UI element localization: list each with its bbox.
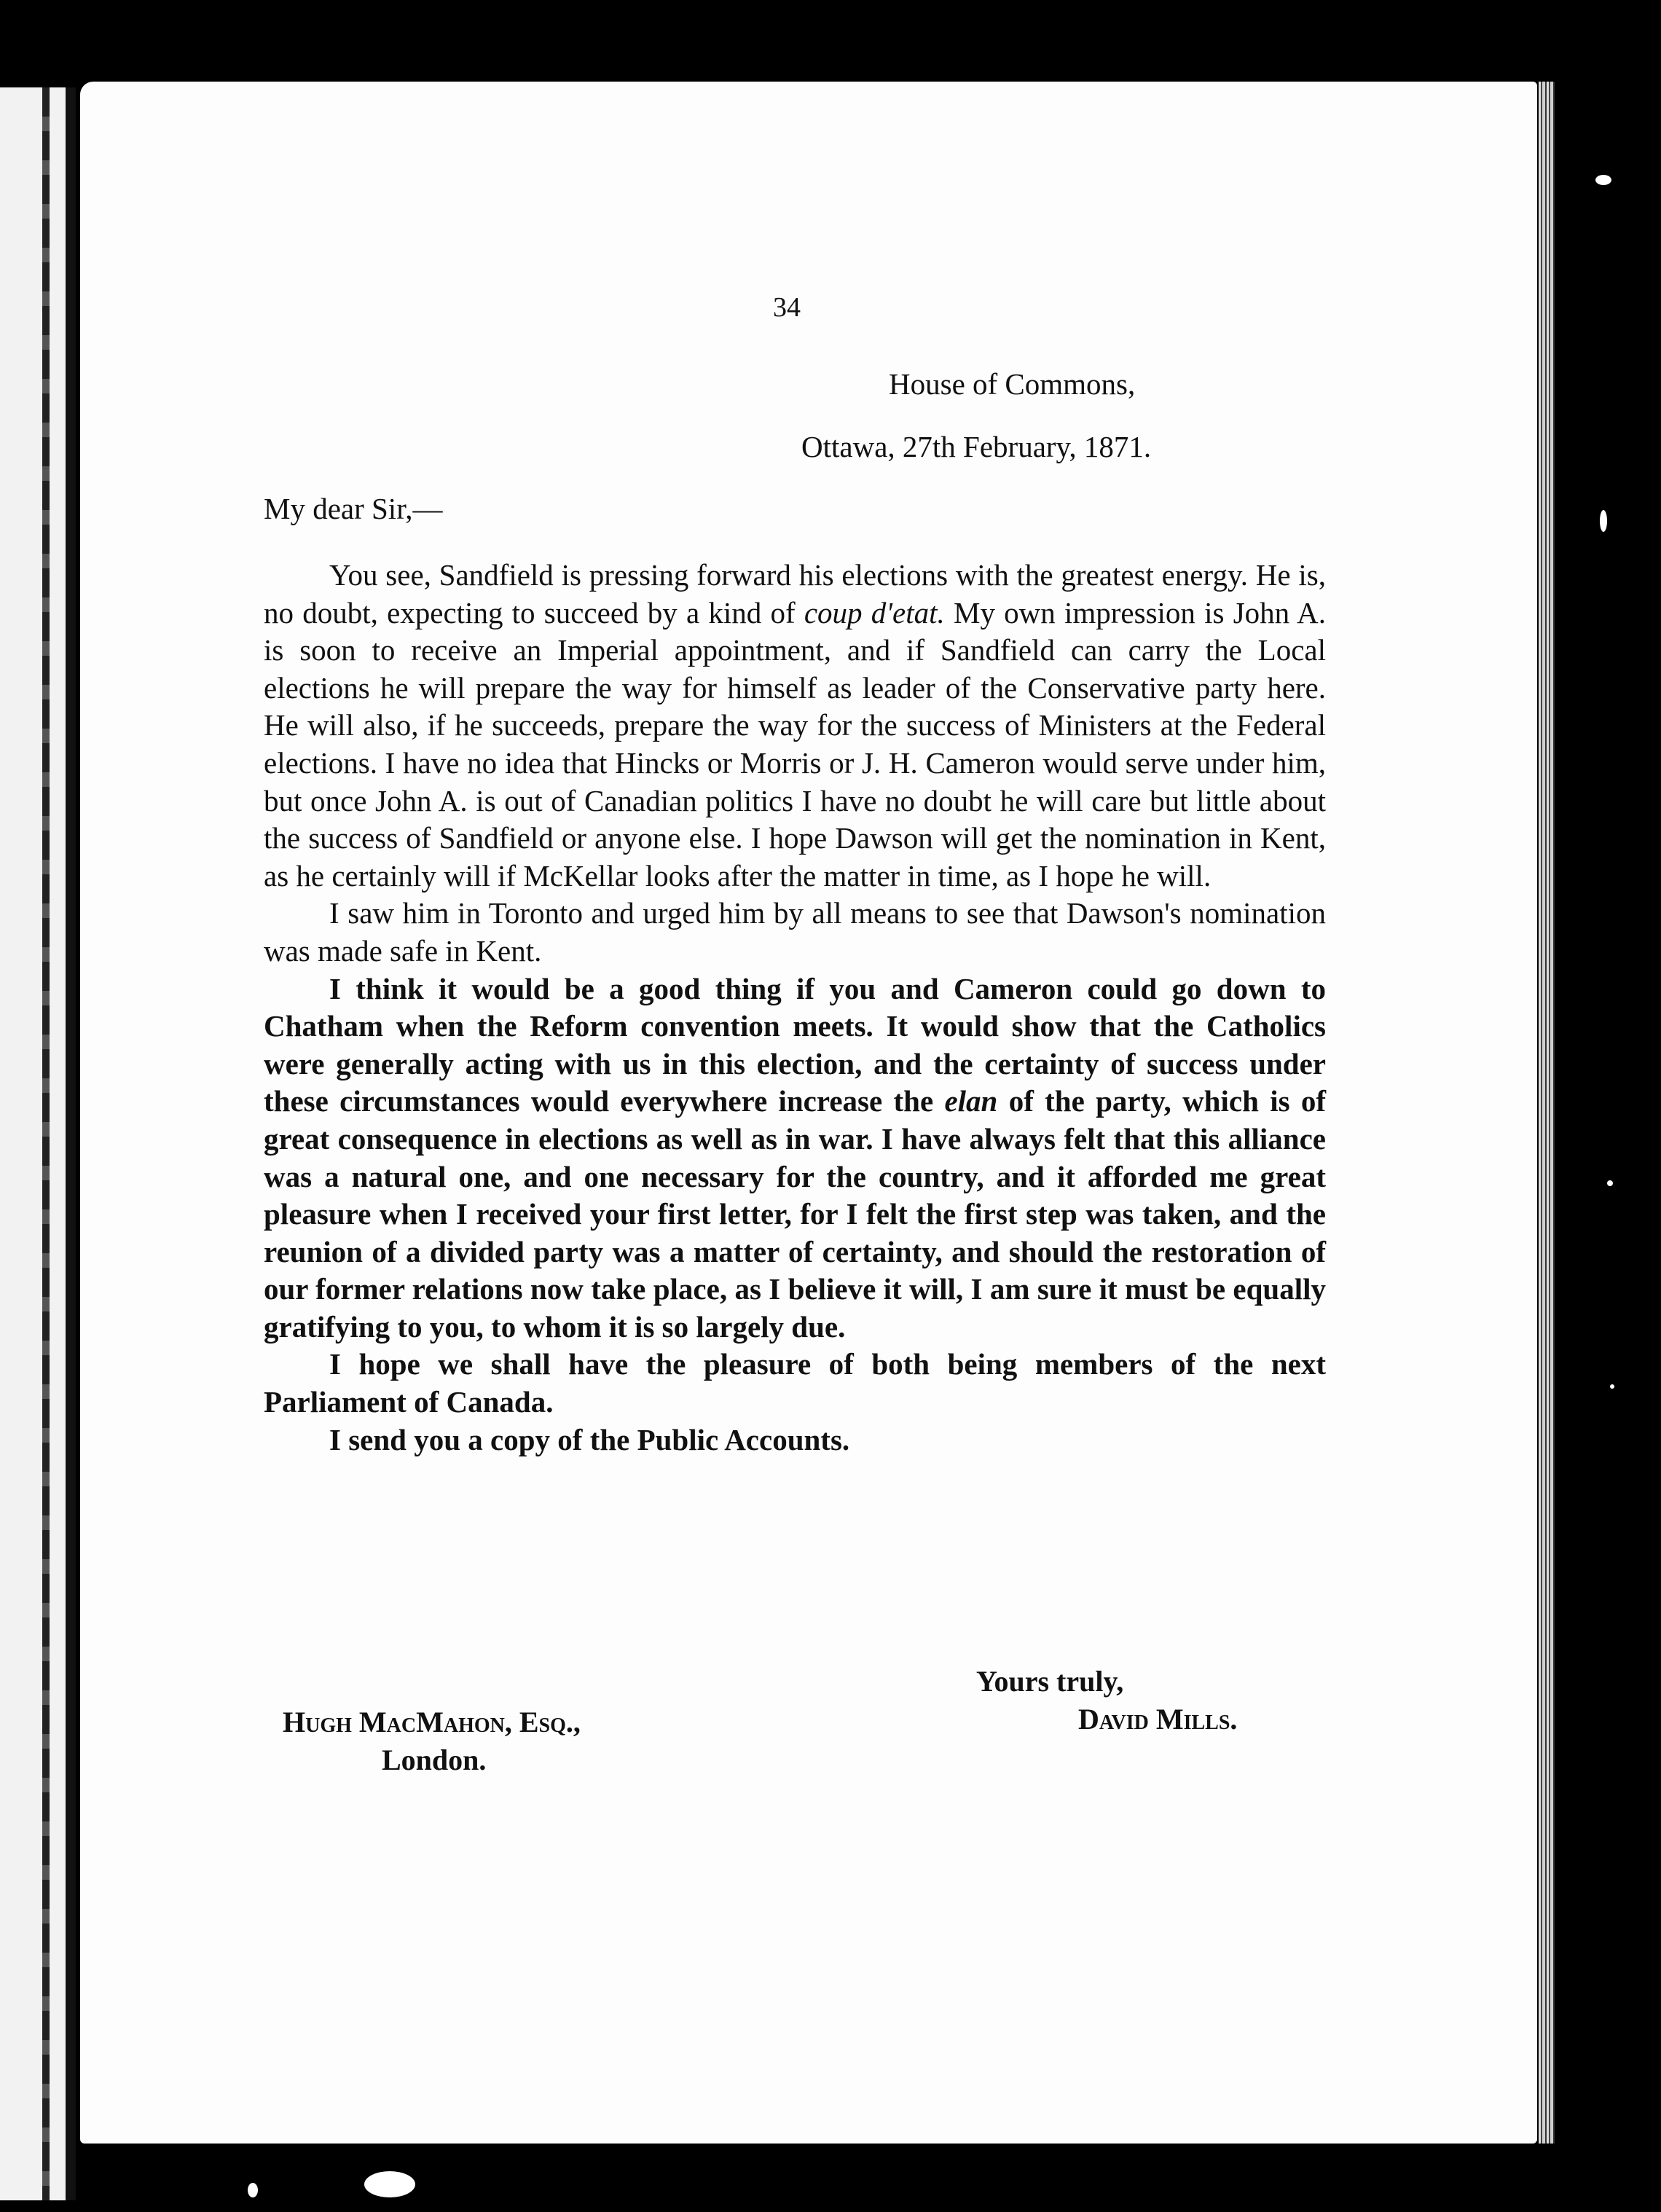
scan-speck [1600, 510, 1607, 532]
paragraph-2: I saw him in Toronto and urged him by all means to see that Dawson's nomination was made safe in Kent. [264, 896, 1326, 968]
paragraph-3-italic: elan [944, 1084, 998, 1118]
adjacent-page-edge [0, 87, 76, 2200]
heading-place: House of Commons, [889, 367, 1136, 401]
scan-speck [1607, 1180, 1613, 1186]
letter-body [264, 557, 1326, 1459]
heading-date: Ottawa, 27th February, 1871. [801, 430, 1152, 463]
page-number: 34 [773, 292, 801, 323]
scan-speck [1595, 175, 1611, 185]
binding-gutter [42, 87, 50, 2200]
addressee-block [283, 1703, 581, 1779]
paragraph-1-part-a: You see, Sandfield is pressing forward his elections with the greatest energy. He is, no doubt, expecting to succeed by a kind of [264, 558, 1326, 630]
paragraph-3-part-b: of the party, which is of great consequence in elections as well as in war. I have always felt that this alliance was a natural one, and one necessary for the country, and it afforded me great pleasure when I received your first letter, for I felt the first step was taken, and the reunion of a divided party was a matter of certainty, and should the restoration of our former relations now take place, as I believe it will, I am sure it must be equally gratifying to you, to whom it is so largely due. [264, 1084, 1326, 1344]
valediction: Yours truly, [976, 1665, 1124, 1698]
letter-closing [976, 1663, 1237, 1738]
addressee-name: Hugh MacMahon, Esq., [283, 1706, 581, 1738]
letter-heading [801, 353, 1340, 478]
scan-speck [364, 2171, 415, 2197]
paragraph-4: I hope we shall have the pleasure of both being members of the next Parliament of Canada. [264, 1347, 1326, 1419]
paragraph-1-italic: coup d'etat. [804, 595, 945, 630]
paragraph-3-part-a: I think it would be a good thing if you and Cameron could go down to Chatham when the Reform convention meets. It would show that the Catholics were generally acting with us in this election, and the certainty of success under these circumstances would everywhere increase the [264, 971, 1326, 1118]
scan-speck [248, 2183, 258, 2197]
paragraph-3 [264, 970, 1326, 1346]
salutation: My dear Sir,— [264, 492, 443, 525]
paragraph-5: I send you a copy of the Public Accounts. [329, 1422, 850, 1456]
paragraph-1-part-b: My own impression is John A. is soon to receive an Imperial appointment, and if Sandfield can carry the Local elections he will prepare the way for himself as leader of the Conservative party here. He will also, if he succeeds, prepare the way for the success of Ministers at the Federal elections. I have no idea that Hincks or Morris or J. H. Cameron would serve under him, but once John A. is out of Canadian politics I have no doubt he will care but little about the success of Sandfield or anyone else. I hope Dawson will get the nomination in Kent, as he certainly will if McKellar looks after the matter in time, as I hope he will. [264, 595, 1326, 893]
paragraph-1 [264, 557, 1326, 895]
scan-speck [1610, 1384, 1614, 1389]
page-stack-edge [1539, 82, 1555, 2144]
addressee-city: London. [382, 1744, 487, 1776]
signature: David Mills. [1078, 1703, 1238, 1736]
